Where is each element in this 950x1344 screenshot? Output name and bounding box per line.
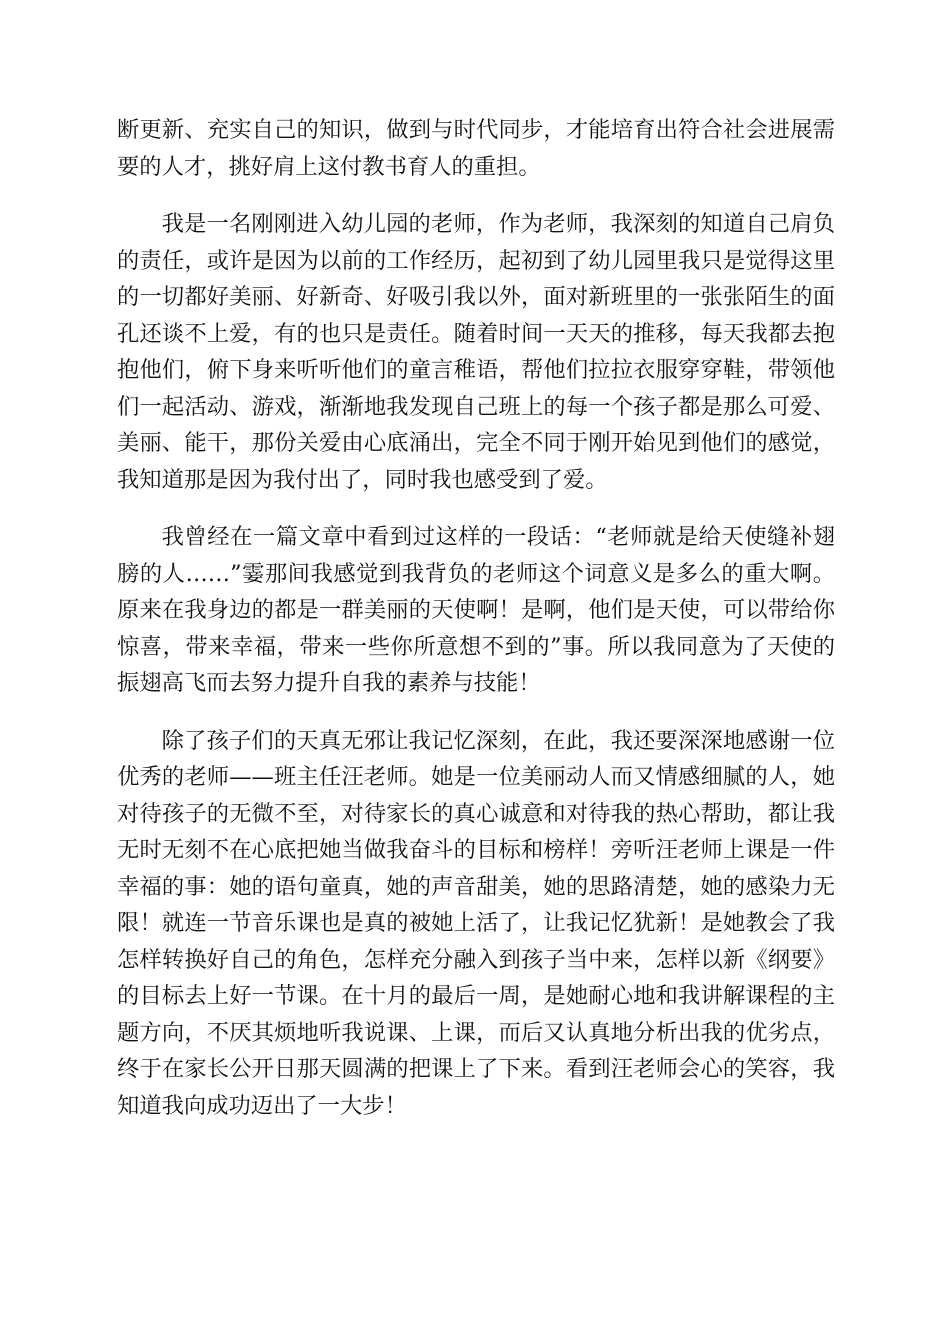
document-body xyxy=(117,112,835,1124)
paragraph-3: 我曾经在一篇文章中看到过这样的一段话：“老师就是给天使缝补翅膀的人……”霎那间我感觉到我背负的老师这个词意义是多么的重大啊。原来在我身边的都是一群美丽的天使啊！是啊，他们是天使，可以带给你惊喜，带来幸福，带来一些你所意想不到的”事。所以我同意为了天使的振翅高飞而去努力提升自我的素养与技能！ xyxy=(117,524,835,696)
paragraph-2: 我是一名刚刚进入幼儿园的老师，作为老师，我深刻的知道自己肩负的责任，或许是因为以前的工作经历，起初到了幼儿园里我只是觉得这里的一切都好美丽、好新奇、好吸引我以外，面对新班里的一张张陌生的面孔还谈不上爱，有的也只是责任。随着时间一天天的推移，每天我都去抱抱他们，俯下身来听听他们的童言稚语，帮他们拉拉衣服穿穿鞋，带领他们一起活动、游戏，渐渐地我发现自己班上的每一个孩子都是那么可爱、美丽、能干，那份关爱由心底涌出，完全不同于刚开始见到他们的感觉，我知道那是因为我付出了，同时我也感受到了爱。 xyxy=(117,211,835,493)
paragraph-4: 除了孩子们的天真无邪让我记忆深刻，在此，我还要深深地感谢一位优秀的老师——班主任汪老师。她是一位美丽动人而又情感细腻的人，她对待孩子的无微不至，对待家长的真心诚意和对待我的热心帮助，都让我无时无刻不在心底把她当做我奋斗的目标和榜样！旁听汪老师上课是一件幸福的事：她的语句童真，她的声音甜美，她的思路清楚，她的感染力无限！就连一节音乐课也是真的被她上活了，让我记忆犹新！是她教会了我怎样转换好自己的角色，怎样充分融入到孩子当中来，怎样以新《纲要》的目标去上好一节课。在十月的最后一周，是她耐心地和我讲解课程的主题方向，不厌其烦地听我说课、上课，而后又认真地分析出我的优劣点，终于在家长公开日那天圆满的把课上了下来。看到汪老师会心的笑容，我知道我向成功迈出了一大步！ xyxy=(117,727,835,1119)
paragraph-1: 断更新、充实自己的知识，做到与时代同步，才能培育出符合社会进展需要的人才，挑好肩上这付教书育人的重担。 xyxy=(117,117,835,180)
